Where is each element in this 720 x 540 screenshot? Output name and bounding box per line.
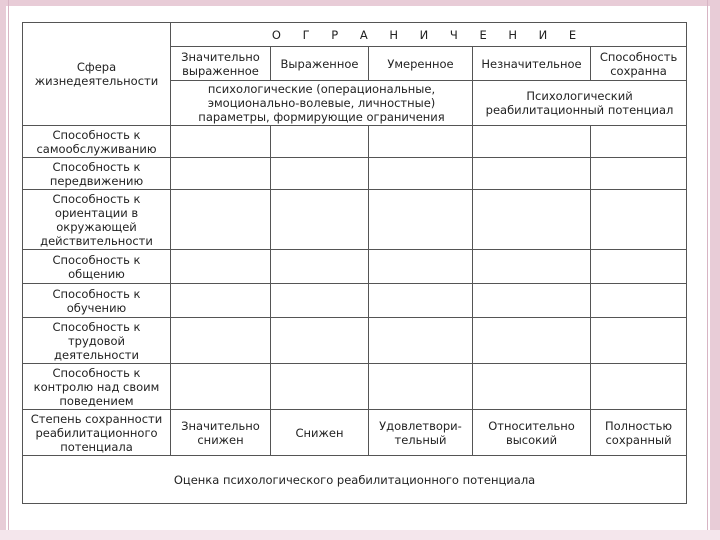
preservation-level: Снижен <box>271 410 369 456</box>
table-cell <box>473 126 591 158</box>
sphere-header: Сфера жизнедеятельности <box>23 23 171 126</box>
table-cell <box>369 158 473 190</box>
level-header: Значительно выраженное <box>171 47 271 81</box>
level-header: Способность сохранна <box>591 47 687 81</box>
table-cell <box>271 190 369 250</box>
preservation-level: Относительно высокий <box>473 410 591 456</box>
table-cell <box>171 250 271 284</box>
frame-top-border <box>0 0 720 6</box>
table-cell <box>473 190 591 250</box>
table-cell <box>171 190 271 250</box>
row-label: Способность к трудовой деятельности <box>23 318 171 364</box>
table-cell <box>369 126 473 158</box>
row-label: Способность к передвижению <box>23 158 171 190</box>
frame-right-border <box>710 0 720 540</box>
row-label: Способность к самообслуживанию <box>23 126 171 158</box>
table-cell <box>591 126 687 158</box>
table-cell <box>591 318 687 364</box>
table-cell <box>591 364 687 410</box>
table-cell <box>171 284 271 318</box>
table-cell <box>473 284 591 318</box>
frame-left-line <box>8 0 9 540</box>
table-cell <box>171 158 271 190</box>
table-cell <box>271 284 369 318</box>
table-cell <box>473 318 591 364</box>
table-cell <box>271 126 369 158</box>
potential-header: Психологический реабилитационный потенциал <box>473 81 687 126</box>
table-cell <box>369 364 473 410</box>
table-cell <box>369 284 473 318</box>
rehabilitation-table <box>22 22 687 504</box>
table-cell <box>171 364 271 410</box>
restriction-title: О Г Р А Н И Ч Е Н И Е <box>171 23 687 47</box>
table-cell <box>591 284 687 318</box>
table-cell <box>591 158 687 190</box>
table-cell <box>271 250 369 284</box>
frame-right-line <box>707 0 708 540</box>
row-label: Способность к обучению <box>23 284 171 318</box>
table-cell <box>271 318 369 364</box>
table-cell <box>591 250 687 284</box>
row-label: Способность к контролю над своим поведением <box>23 364 171 410</box>
table-cell <box>271 364 369 410</box>
table-cell <box>271 158 369 190</box>
preservation-level: Значительно снижен <box>171 410 271 456</box>
row-label: Способность к ориентации в окружающей действительности <box>23 190 171 250</box>
level-header: Незначительное <box>473 47 591 81</box>
table-cell <box>369 318 473 364</box>
table-cell <box>369 250 473 284</box>
table-cell <box>369 190 473 250</box>
level-header: Выраженное <box>271 47 369 81</box>
table-cell <box>473 158 591 190</box>
params-note: психологические (операциональные, эмоционально-волевые, личностные) параметры, формирующие ограничения <box>171 81 473 126</box>
table-cell <box>171 126 271 158</box>
assessment-footer: Оценка психологического реабилитационного потенциала <box>23 456 687 504</box>
frame-bottom-border <box>0 530 720 540</box>
row-label: Способность к общению <box>23 250 171 284</box>
frame-left-border <box>0 0 6 540</box>
preservation-label: Степень сохранности реабилитационного потенциала <box>23 410 171 456</box>
table-cell <box>473 250 591 284</box>
preservation-level: Удовлетвори-тельный <box>369 410 473 456</box>
preservation-level: Полностью сохранный <box>591 410 687 456</box>
table-cell <box>473 364 591 410</box>
level-header: Умеренное <box>369 47 473 81</box>
table-cell <box>171 318 271 364</box>
table-cell <box>591 190 687 250</box>
